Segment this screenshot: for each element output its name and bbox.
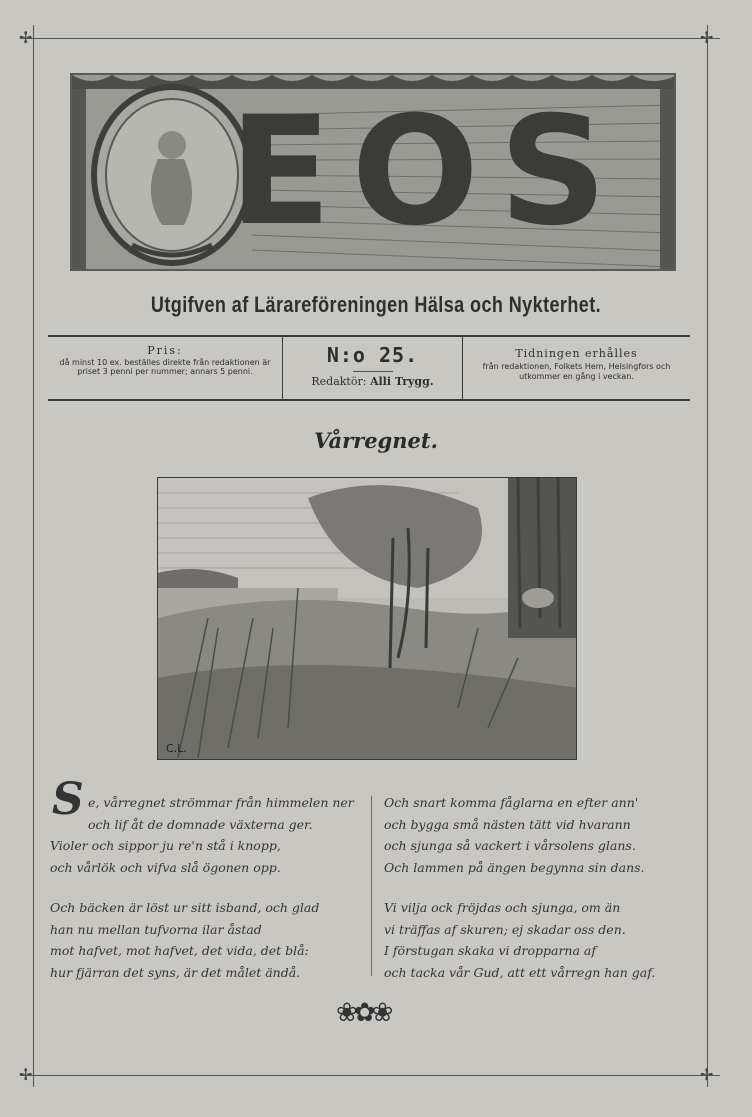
masthead-title: EOS <box>228 85 627 259</box>
spring-landscape-illustration <box>157 477 577 760</box>
issue-box <box>283 340 462 398</box>
price-text: då minst 10 ex. beställes direkte från redaktionen är priset 3 penni per nummer; annars 5 penni. <box>59 358 271 376</box>
poem-title: Vårregnet. <box>314 428 438 453</box>
corner-ornament-br: ✢ <box>700 1065 714 1084</box>
stanza-1-line-1: e, vårregnet strömmar från himmelen ner <box>88 795 354 810</box>
price-box <box>48 340 282 398</box>
poem-dropcap: S <box>52 774 84 825</box>
stanza-4 <box>384 897 655 983</box>
frame-top <box>20 38 720 39</box>
publication-subtitle: Utgifven af Lärareföreningen Hälsa och Nykterhet. <box>150 292 602 317</box>
stanza-4-line-1: Vi vilja ock fröjdas och sjunga, om än <box>384 900 621 915</box>
corner-ornament-tr: ✢ <box>700 28 714 47</box>
issue-number: N:o 25. <box>326 343 419 367</box>
info-rule-bottom <box>48 399 690 401</box>
stanza-3-line-2: och bygga små nästen tätt vid hvarann <box>384 816 631 832</box>
stanza-1-line-3: Violer och sippor ju re'n stå i knopp, <box>50 838 281 853</box>
corner-ornament-bl: ✢ <box>19 1065 33 1084</box>
stanza-1 <box>88 792 354 835</box>
editor-label: Redaktör: <box>311 375 367 388</box>
availability-text: från redaktionen, Folkets Hem, Helsingfors och utkommer en gång i veckan. <box>482 362 671 381</box>
masthead-banner <box>70 73 676 271</box>
stanza-4-line-2: vi träffas af skuren; ej skadar oss den. <box>384 921 626 937</box>
frame-right <box>707 25 708 1087</box>
stanza-2 <box>50 897 319 983</box>
stanza-2-line-4: hur fjärran det syns, är det målet ändå. <box>50 964 301 980</box>
floral-ornament-icon: ❀✿❀ <box>336 998 390 1028</box>
stanza-1-line-4: och vårlök och vifva slå ögonen opp. <box>50 859 281 875</box>
issue-divider <box>353 371 393 372</box>
stanza-1-cont <box>50 835 281 878</box>
stanza-4-line-3: I förstugan skaka vi dropparna af <box>384 943 596 958</box>
stanza-3 <box>384 792 645 878</box>
stanza-2-line-1: Och bäcken är löst ur sitt isband, och glad <box>50 900 320 915</box>
editor-line <box>283 375 462 388</box>
frame-bottom <box>20 1075 720 1076</box>
availability-box <box>463 340 690 398</box>
stanza-1-line-2: och lif åt de domnade växterna ger. <box>88 816 313 832</box>
availability-heading: Tidningen erhålles <box>515 347 638 360</box>
spring-landscape-engraving <box>158 478 577 760</box>
illustration-signature: C.L. <box>166 742 187 755</box>
frame-left <box>33 25 34 1087</box>
stanza-3-line-3: och sjunga så vackert i vårsolens glans. <box>384 838 636 853</box>
corner-ornament-tl: ✢ <box>19 28 33 47</box>
column-divider <box>371 796 372 976</box>
info-rule-top <box>48 335 690 337</box>
stanza-3-line-1: Och snart komma fåglarna en efter ann' <box>384 795 639 810</box>
editor-name: Alli Trygg. <box>369 375 434 388</box>
stanza-3-line-4: Och lammen på ängen begynna sin dans. <box>384 859 645 875</box>
stanza-2-line-2: han nu mellan tufvorna ilar åstad <box>50 921 262 937</box>
price-heading: Pris: <box>147 344 183 357</box>
stanza-2-line-3: mot hafvet, mot hafvet, det vida, det blå: <box>50 943 309 958</box>
stanza-4-line-4: och tacka vår Gud, att ett vårregn han gaf. <box>384 964 656 980</box>
